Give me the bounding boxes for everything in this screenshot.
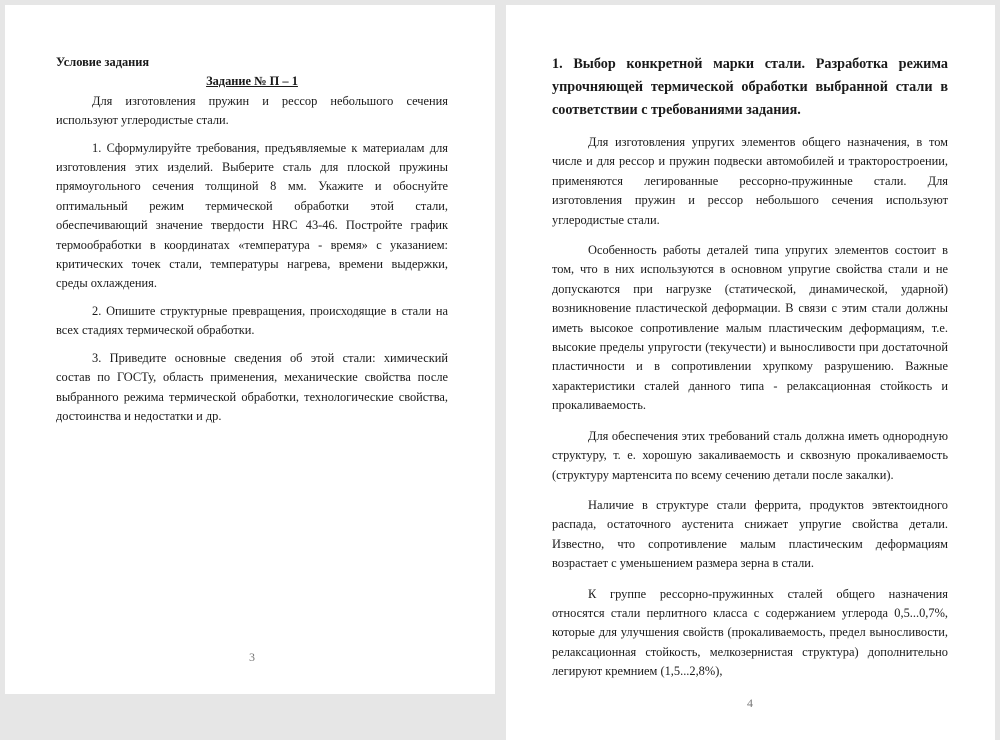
paragraph: 2. Опишите структурные превращения, происходящие в стали на всех стадиях термической обработки. (56, 303, 448, 338)
paragraph: Наличие в структуре стали феррита, продуктов эвтектоидного распада, остаточного аустенита снижает упругие свойства детали. Известно, что сопротивление малым пластическим деформациям возрастает с уменьшением размера зерна в стали. (552, 497, 948, 571)
paragraph: 1. Сформулируйте требования, предъявляемые к материалам для изготовления этих изделий. Выберите сталь для плоской пружины прямоугольного сечения толщиной 8 мм. Укажите и обоснуйте оптимальный режим термической обработки этой стали, обеспечивающий значение твердости HRC 43-46. Постройте график термообработки в координатах «температура - время» с указанием: критических точек стали, температуры нагрева, времени выдержки, среды охлаждения. (56, 140, 448, 291)
task-title: Задание № П – 1 (206, 74, 298, 89)
paragraph: 3. Приведите основные сведения об этой стали: химический состав по ГОСТу, область применения, механические свойства после выбранного режима термической обработки, технологические свойства, достоинства и недостатки и др. (56, 350, 448, 423)
section-heading: 1. Выбор конкретной марки стали. Разработка режима упрочняющей термической обработки выбранной стали в соответствии с требованиями задания. (552, 56, 948, 118)
paragraph: Для изготовления упругих элементов общего назначения, в том числе и для рессор и пружин подвески автомобилей и тракторостроении, применяются легированные рессорно-пружинные стали. Для изготовления пружин и рессор небольшого сечения используют углеродистые стали. (552, 135, 948, 227)
paragraph: Для обеспечения этих требований сталь должна иметь однородную структуру, т. е. хорошую закаливаемость и сквозную прокаливаемость (структуру мартенсита по всему сечению детали после закалки). (552, 428, 948, 482)
page-number: 4 (747, 695, 753, 710)
document-page-3 (5, 5, 495, 694)
paragraph: Особенность работы деталей типа упругих элементов состоит в том, что в них используются в основном упругие свойства стали и не допускаются при нагрузке (статической, динамической, ударной) возникновение пластической деформации. В связи с этим стали должны иметь высокое сопротивление малым пластическим деформациям, т.е. высокие пределы упругости (текучести) и выносливости при достаточной пластичности и в сопротивлении хрупкому разрушению. Важные характеристики сталей данного типа - релаксационная стойкость и прокаливаемость. (552, 243, 948, 413)
paragraph: К группе рессорно-пружинных сталей общего назначения относятся стали перлитного класса с содержанием углерода 0,5...0,7%, которые для улучшения свойств (прокаливаемость, предел выносливости, релаксационная стойкость, мелкозернистая структура) дополнительно легируют кремнием (1,5...2,8%), (552, 586, 948, 679)
page-body (552, 53, 948, 682)
paragraph: Для изготовления пружин и рессор небольшого сечения используют углеродистые стали. (56, 93, 448, 128)
document-page-4 (506, 5, 995, 740)
page-body (56, 53, 448, 426)
section-heading: Условие задания (56, 55, 150, 69)
page-number: 3 (249, 650, 255, 664)
